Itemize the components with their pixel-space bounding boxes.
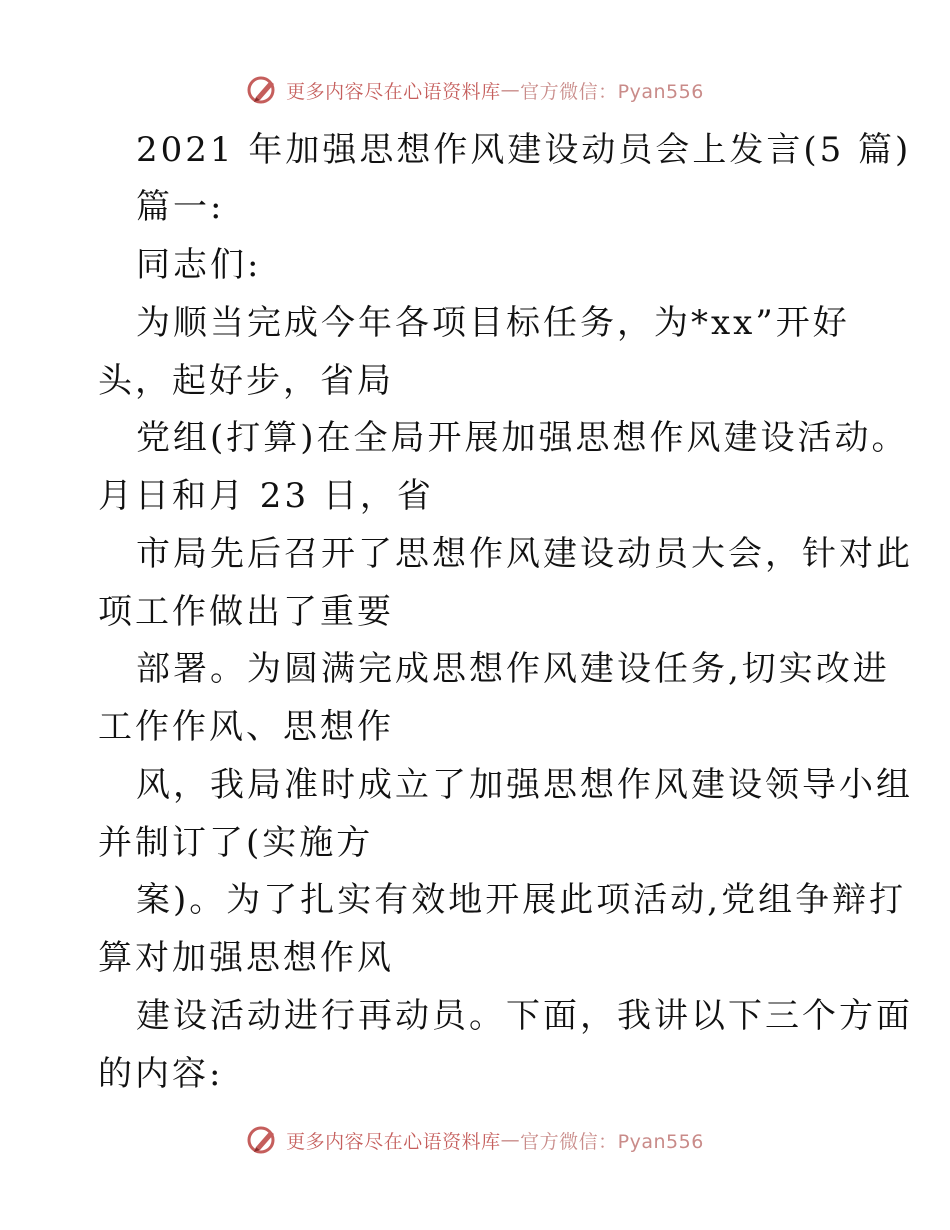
pen-circle-logo-icon	[246, 1125, 280, 1155]
paragraph-line: 市局先后召开了思想作风建设动员大会，针对此	[136, 534, 913, 574]
paragraph-line: 党组(打算)在全局开展加强思想作风建设活动。	[136, 418, 909, 458]
watermark-separator: —	[500, 1129, 521, 1151]
paragraph-line: 项工作做出了重要	[98, 592, 394, 632]
paragraph-line: 为顺当完成今年各项目标任务，为*xx”开好	[136, 303, 850, 343]
watermark-main-text: 更多内容尽在心语资料库	[286, 80, 501, 103]
watermark-main-text: 更多内容尽在心语资料库	[286, 1130, 501, 1153]
paragraph-line: 部署。为圆满完成思想作风建设任务,切实改进	[136, 649, 890, 689]
watermark-footer	[0, 1124, 950, 1156]
paragraph-line: 头，起好步，省局	[98, 361, 394, 401]
paragraph-line: 的内容:	[98, 1054, 224, 1094]
paragraph-line: 风，我局准时成立了加强思想作风建设领导小组	[136, 765, 913, 805]
document-title: 2021 年加强思想作风建设动员会上发言(5 篇)	[136, 130, 912, 170]
watermark-wechat-text: 官方微信：Pyan556	[520, 1130, 704, 1153]
watermark-separator: —	[500, 79, 521, 101]
paragraph-line: 建设活动进行再动员。下面，我讲以下三个方面	[136, 996, 913, 1036]
paragraph-line: 月日和月 23 日，省	[98, 476, 434, 516]
watermark-header	[0, 74, 950, 106]
pen-circle-logo-icon	[246, 75, 280, 105]
paragraph-line: 算对加强思想作风	[98, 938, 394, 978]
paragraph-line: 工作作风、思想作	[98, 707, 394, 747]
watermark-wechat-text: 官方微信：Pyan556	[520, 80, 704, 103]
paragraph-line: 并制订了(实施方	[98, 823, 374, 863]
salutation: 同志们:	[136, 245, 262, 285]
section-heading: 篇一:	[136, 187, 225, 227]
paragraph-line: 案)。为了扎实有效地开展此项活动,党组争辩打	[136, 880, 907, 920]
